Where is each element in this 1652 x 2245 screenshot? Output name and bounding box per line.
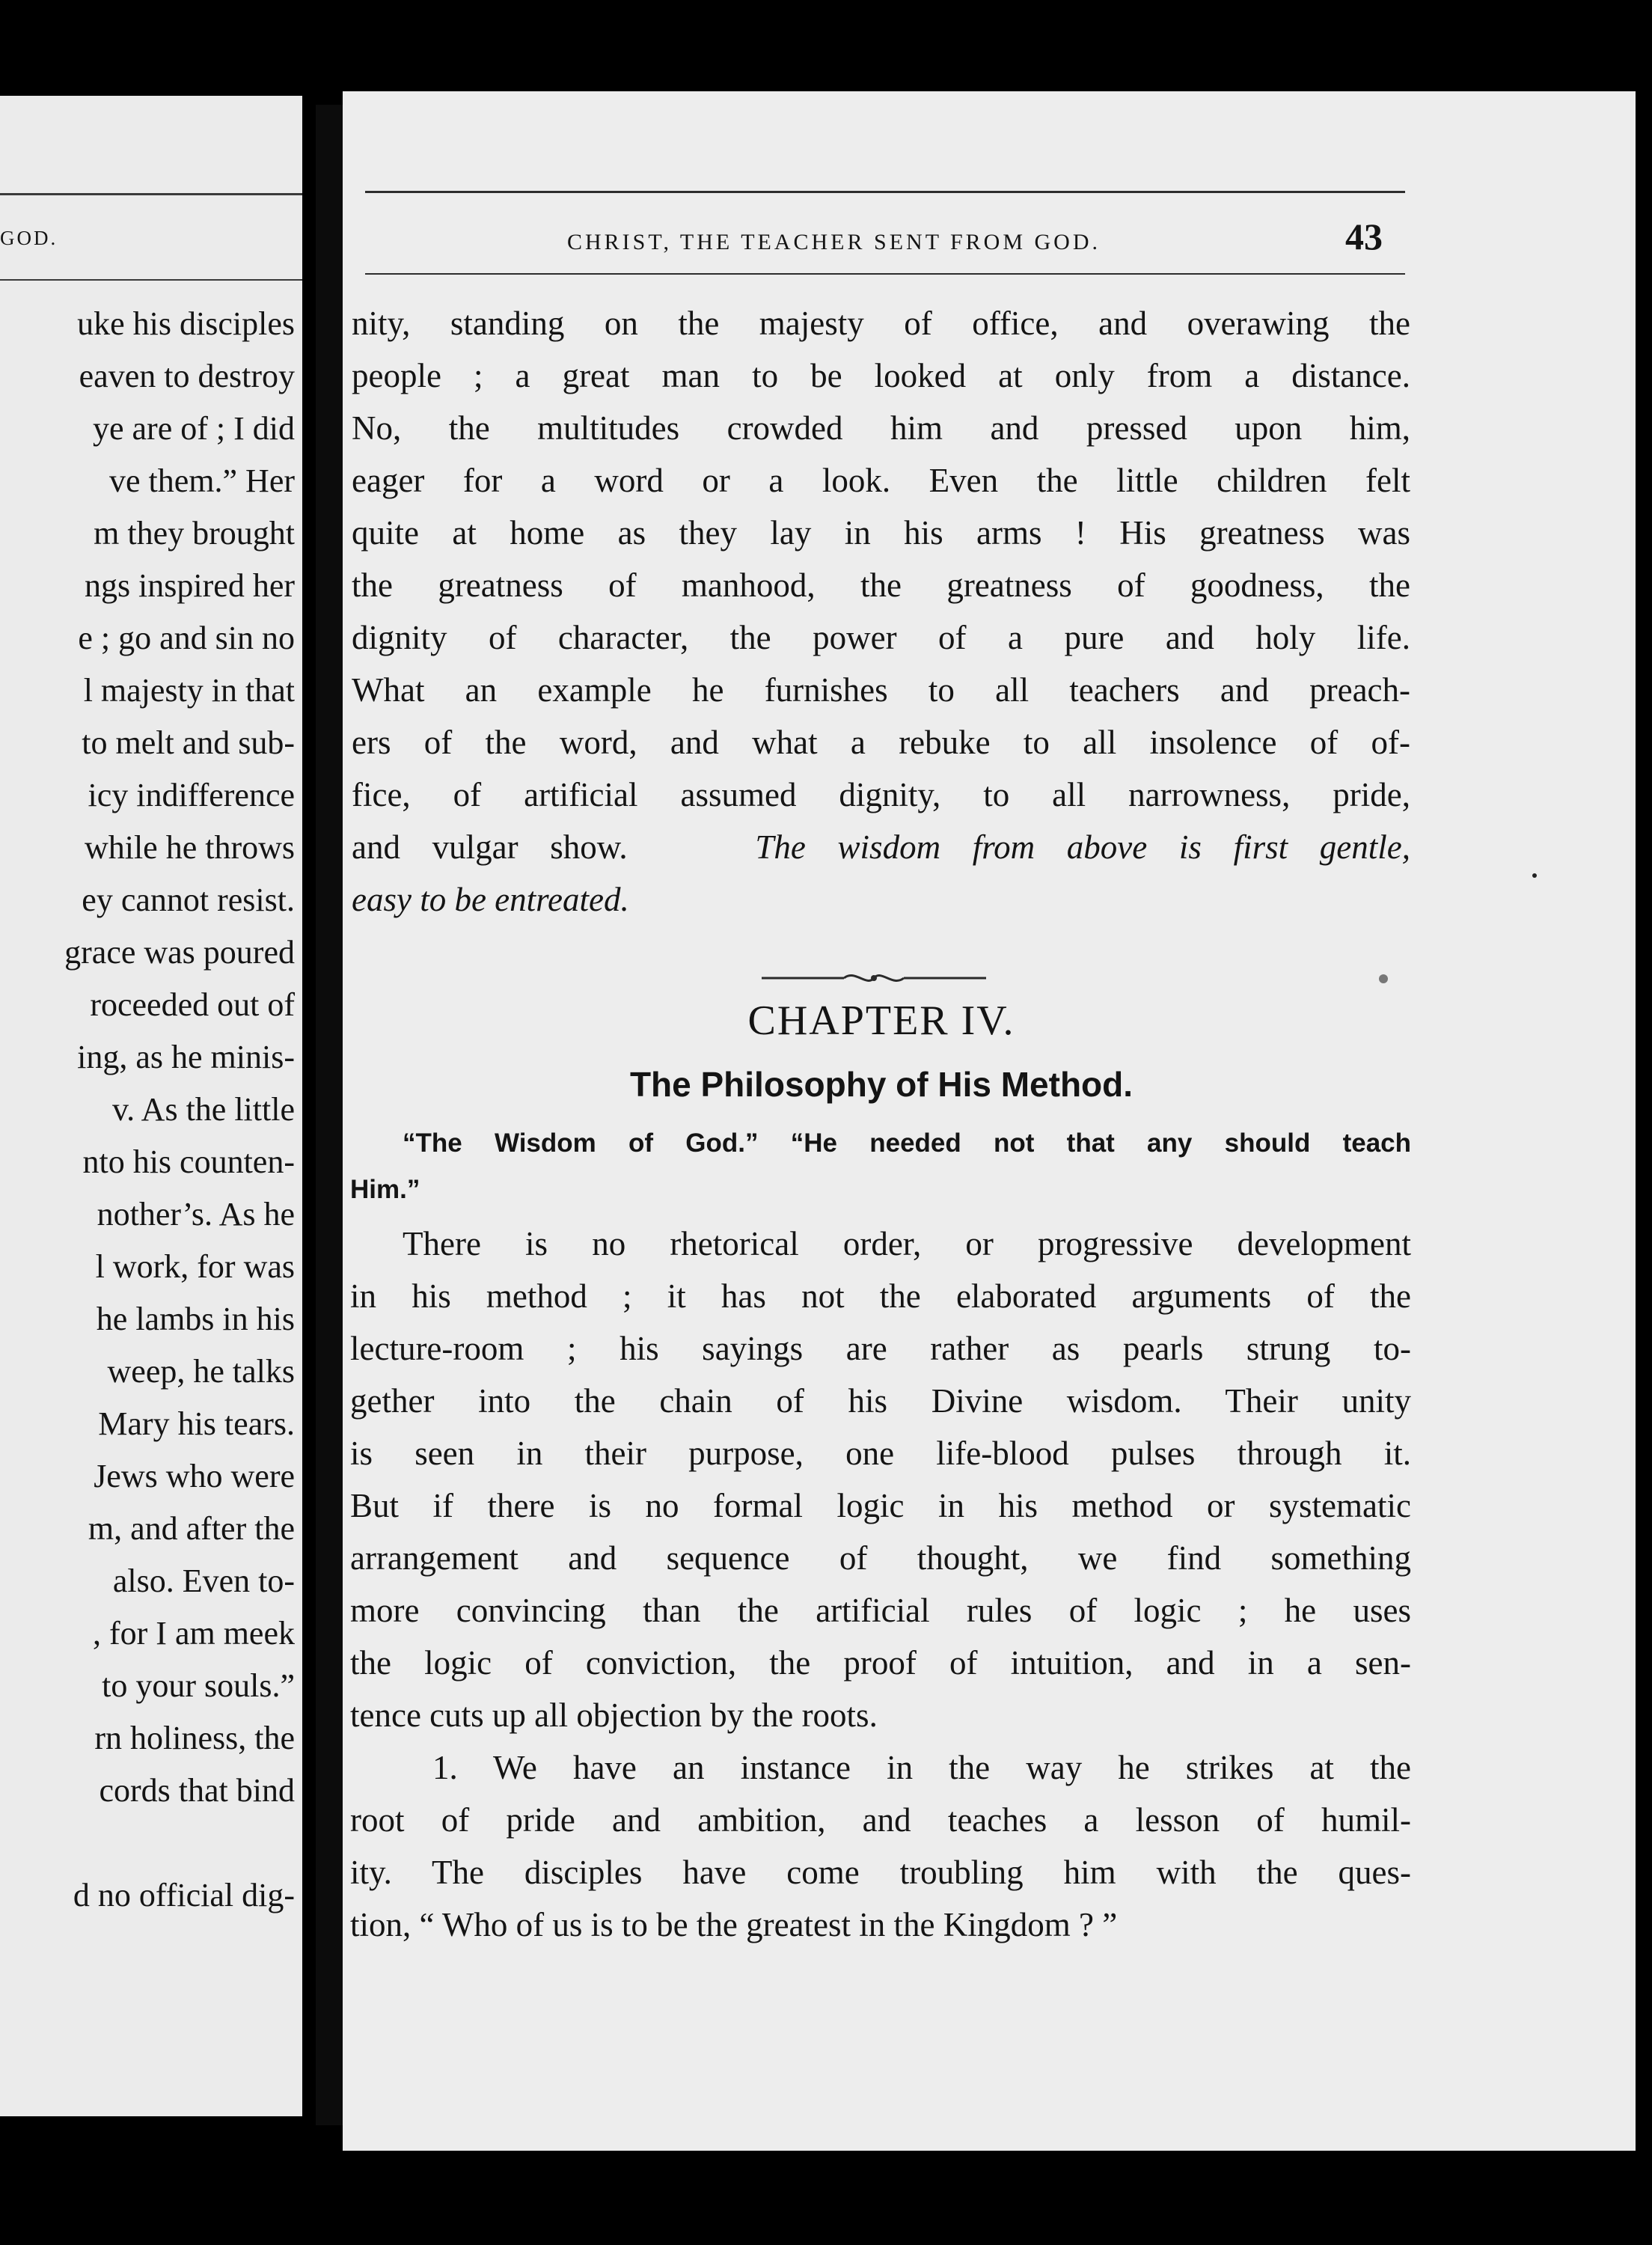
left-text-line: m, and after the xyxy=(88,1510,295,1547)
left-text-line: weep, he talks xyxy=(107,1353,295,1390)
text-line: arrangement and sequence of thought, we find something xyxy=(350,1539,1411,1577)
left-text-line: uke his disciples xyxy=(77,305,295,342)
text-line: nity, standing on the majesty of office, and overawing the xyxy=(352,305,1410,342)
left-text-line: rn holiness, the xyxy=(94,1720,295,1756)
left-text-line: ing, as he minis- xyxy=(77,1039,295,1075)
left-text-line: Jews who were xyxy=(94,1458,295,1494)
left-text-line: roceeded out of xyxy=(90,986,295,1023)
left-text-line: e ; go and sin no xyxy=(78,620,295,656)
header-rule-top xyxy=(365,191,1405,193)
left-text-line: he lambs in his xyxy=(96,1301,295,1337)
gutter-shadow xyxy=(316,105,343,2125)
left-header-rule-bottom xyxy=(0,279,302,281)
left-text-line: v. As the little xyxy=(111,1091,295,1128)
left-text-line: l work, for was xyxy=(95,1248,295,1285)
text-line: fice, of artificial assumed dignity, to all narrowness, pride, xyxy=(352,776,1410,813)
left-text-line: grace was poured xyxy=(64,934,295,971)
left-header-rule xyxy=(0,193,302,195)
left-text-line: ve them.” Her xyxy=(109,462,295,499)
text-line: tion, “ Who of us is to be the greatest in the Kingdom ? ” xyxy=(350,1906,1118,1943)
text-line: the logic of conviction, the proof of intuition, and in a sen- xyxy=(350,1644,1411,1682)
text-line: No, the multitudes crowded him and pressed upon him, xyxy=(352,409,1410,447)
text-line: quite at home as they lay in his arms ! His greatness was xyxy=(352,514,1410,552)
page-number: 43 xyxy=(1345,216,1383,257)
left-text-line: , for I am meek xyxy=(93,1615,295,1652)
left-text-line: to melt and sub- xyxy=(82,724,295,761)
left-text-line: also. Even to- xyxy=(112,1563,295,1599)
left-page-text xyxy=(64,298,295,1922)
epigraph xyxy=(350,1120,1411,1213)
text-line: is seen in their purpose, one life-blood pulses through it. xyxy=(350,1435,1411,1472)
text-line: eager for a word or a look. Even the little children felt xyxy=(352,462,1410,499)
body-text-paragraph-1 xyxy=(352,297,1410,926)
right-page xyxy=(343,91,1636,2151)
left-text-line: ngs inspired her xyxy=(84,567,295,604)
text-line: more convincing than the artificial rules of logic ; he uses xyxy=(350,1592,1411,1629)
left-text-line: Mary his tears. xyxy=(98,1405,295,1442)
epigraph-line: Him.” xyxy=(350,1175,420,1204)
left-text-line: ey cannot resist. xyxy=(82,882,295,918)
text-line: lecture-room ; his sayings are rather as pearls strung to- xyxy=(350,1330,1411,1367)
left-text-line: ye are of ; I did xyxy=(93,410,295,447)
running-head: CHRIST, THE TEACHER SENT FROM GOD. xyxy=(567,230,1101,254)
left-text-line: nother’s. As he xyxy=(97,1196,295,1233)
left-text-line xyxy=(64,1817,295,1869)
scan-speck xyxy=(1379,974,1388,983)
text-line: But if there is no formal logic in his method or systematic xyxy=(350,1487,1411,1524)
epigraph-line: “The Wisdom of God.” “He needed not that any should teach xyxy=(403,1128,1411,1158)
text-line: dignity of character, the power of a pure and holy life. xyxy=(352,619,1410,656)
text-line: and vulgar show. The wisdom from above is first gentle, xyxy=(352,828,1410,866)
left-text-line: nto his counten- xyxy=(82,1143,295,1180)
scan-speck xyxy=(1532,873,1537,878)
left-text-line: eaven to destroy xyxy=(79,358,295,394)
left-text-line: cords that bind xyxy=(99,1772,295,1809)
text-line: ers of the word, and what a rebuke to all insolence of of- xyxy=(352,724,1410,761)
chapter-subtitle: The Philosophy of His Method. xyxy=(629,1065,1134,1104)
text-line: root of pride and ambition, and teaches a lesson of humil- xyxy=(350,1801,1411,1839)
text-line: tence cuts up all objection by the roots. xyxy=(350,1696,878,1734)
left-text-line: to your souls.” xyxy=(102,1667,295,1704)
ornament-divider-icon xyxy=(762,963,986,993)
body-text-paragraph-2 xyxy=(350,1218,1411,1951)
left-text-line: while he throws xyxy=(84,829,295,866)
header-rule-bottom xyxy=(365,273,1405,275)
text-line: in his method ; it has not the elaborated arguments of the xyxy=(350,1277,1411,1315)
left-running-head: GOD. xyxy=(0,227,58,249)
text-line: ity. The disciples have come troubling him with the ques- xyxy=(350,1854,1411,1891)
chapter-title: CHAPTER IV. xyxy=(747,998,1015,1044)
text-line: gether into the chain of his Divine wisdom. Their unity xyxy=(350,1382,1411,1420)
italic-quote: The wisdom from above is first gentle, xyxy=(755,828,1410,866)
text-line: What an example he furnishes to all teachers and preach- xyxy=(352,671,1410,709)
left-facing-page xyxy=(0,96,302,2116)
left-text-line: d no official dig- xyxy=(73,1877,295,1913)
left-text-line: l majesty in that xyxy=(83,672,295,709)
italic-quote-end: easy to be entreated. xyxy=(352,881,629,918)
text-line: There is no rhetorical order, or progressive development xyxy=(403,1225,1411,1262)
left-text-line: icy indifference xyxy=(88,777,295,813)
text-line: 1. We have an instance in the way he strikes at the xyxy=(432,1749,1411,1786)
text-line: the greatness of manhood, the greatness of goodness, the xyxy=(352,566,1410,604)
left-text-line: m they brought xyxy=(94,515,295,552)
text-line: people ; a great man to be looked at only from a distance. xyxy=(352,357,1410,394)
